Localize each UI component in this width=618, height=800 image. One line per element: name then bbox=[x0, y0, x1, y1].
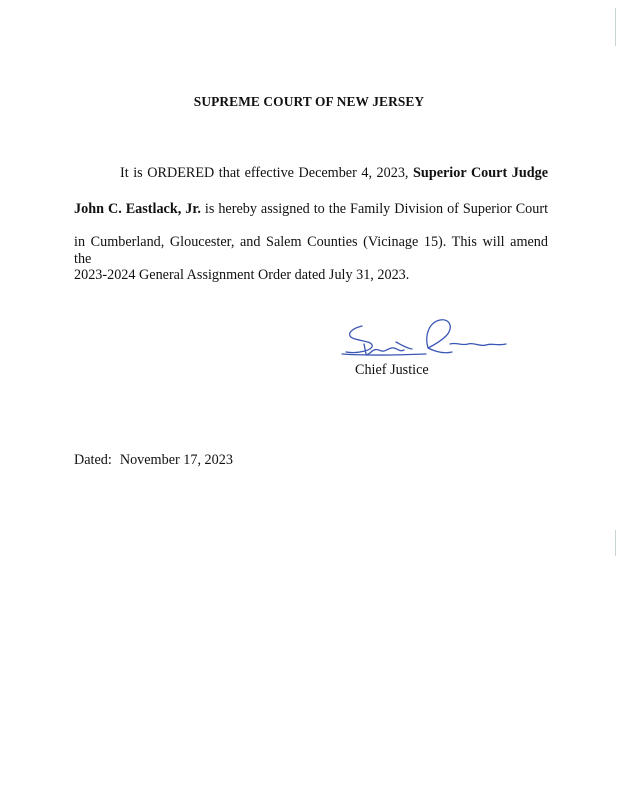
judge-name: John C. Eastlack, Jr. bbox=[74, 201, 201, 217]
order-line-4: 2023-2024 General Assignment Order dated July 31, 2023. bbox=[74, 267, 410, 283]
page-title: SUPREME COURT OF NEW JERSEY bbox=[193, 94, 425, 109]
signature-stroke-5 bbox=[450, 343, 506, 345]
scan-edge-mark bbox=[615, 8, 616, 46]
assignment-text: is hereby assigned to the Family Division of Superior Court bbox=[204, 201, 549, 217]
signature-title: Chief Justice bbox=[355, 362, 429, 378]
order-line-3: in Cumberland, Gloucester, and Salem Counties (Vicinage 15). This will amend the bbox=[74, 234, 548, 267]
dated-line bbox=[74, 452, 233, 469]
order-line-1 bbox=[74, 165, 548, 182]
dated-label: Dated: bbox=[74, 452, 112, 468]
signature-stroke-4 bbox=[427, 320, 452, 353]
signature-stroke-3 bbox=[396, 342, 412, 349]
chief-justice-signature bbox=[340, 314, 520, 366]
judge-title: Superior Court Judge bbox=[413, 165, 549, 181]
order-lead-text: It is ORDERED that effective December 4, 2023, bbox=[120, 165, 409, 181]
order-line-2 bbox=[74, 201, 548, 218]
signature-stroke-6 bbox=[342, 354, 426, 355]
signature-stroke-1 bbox=[346, 326, 372, 353]
dated-value: November 17, 2023 bbox=[119, 452, 233, 468]
scan-edge-mark bbox=[615, 530, 616, 556]
